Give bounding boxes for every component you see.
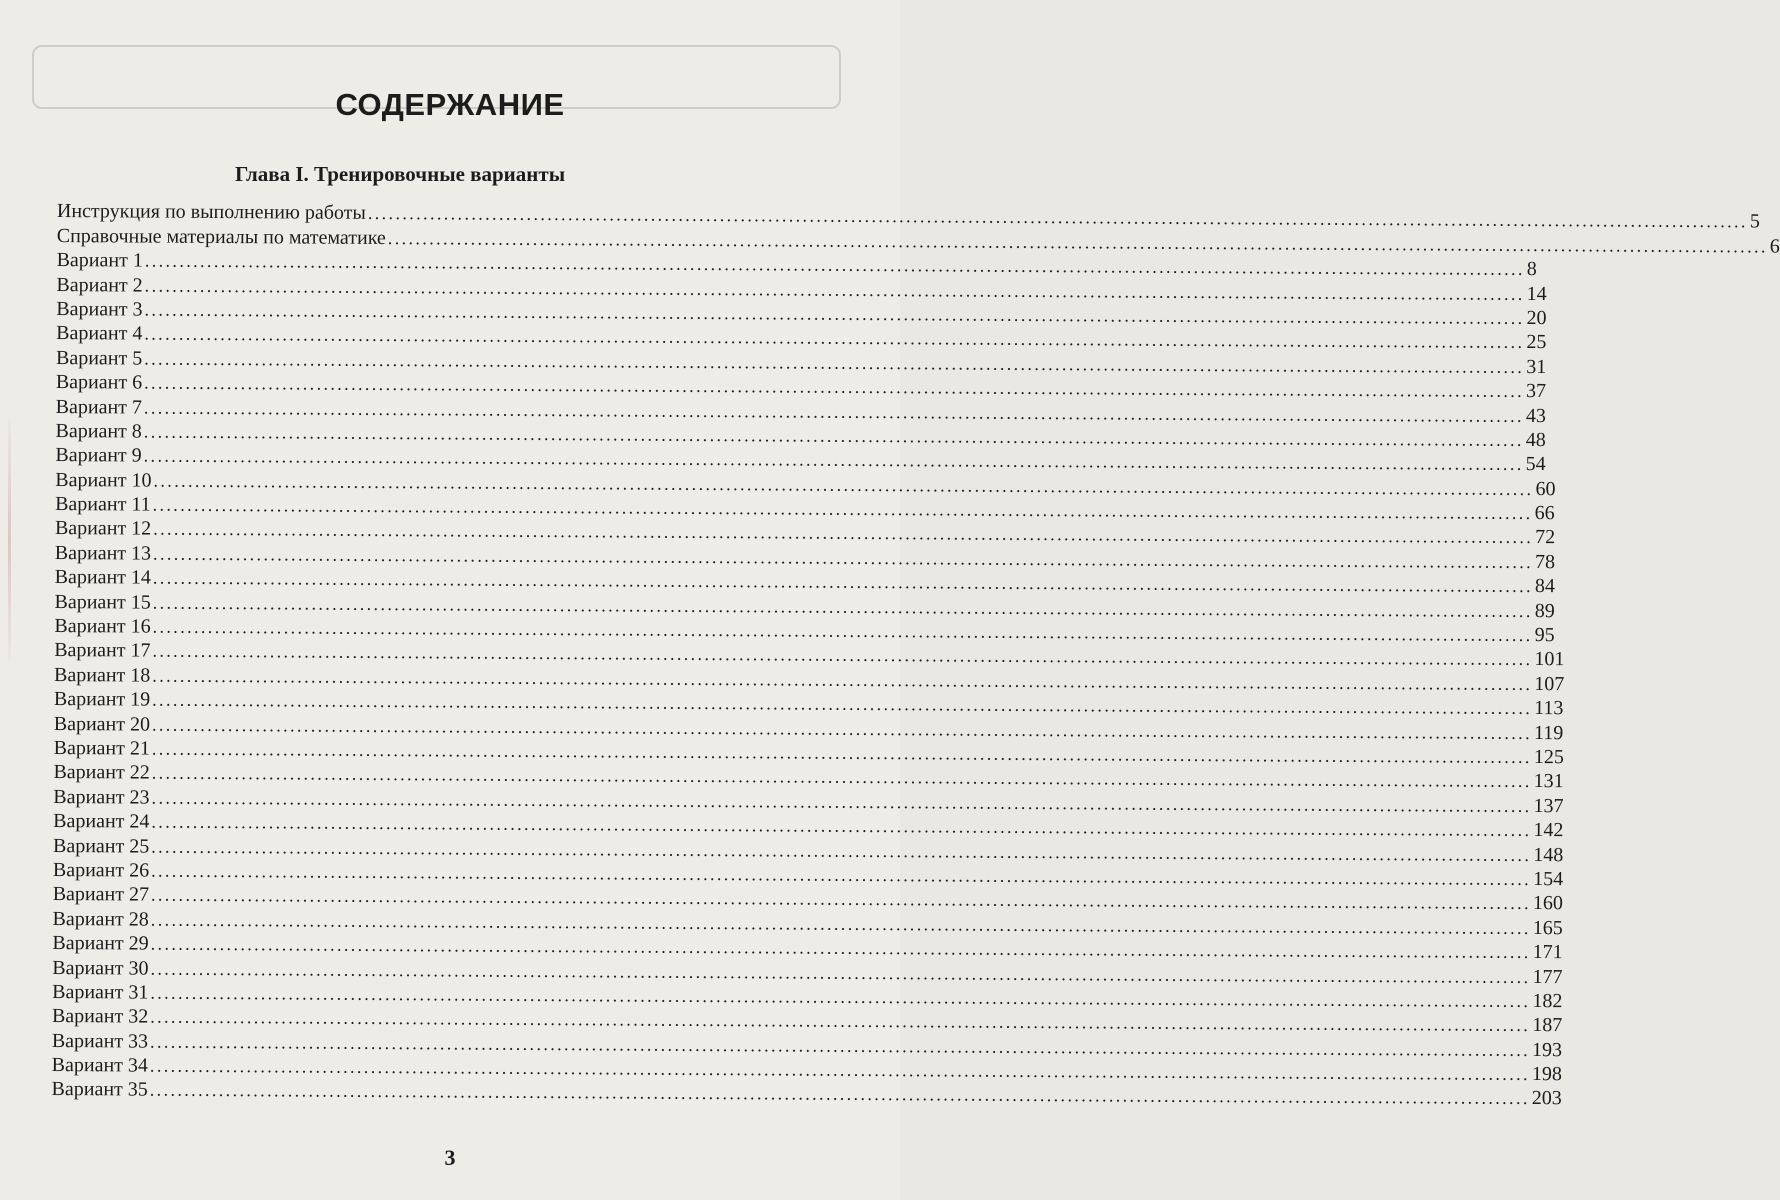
toc-entry [53, 686, 1564, 720]
dot-leader: ........................................................................................................................................................................................................ [144, 323, 1525, 353]
toc-entry-label: Справочные материалы по математике [56, 224, 386, 249]
toc-entry-page: 48 [1525, 428, 1546, 452]
toc-entry-page: 137 [1533, 794, 1564, 817]
toc-entry [53, 783, 1564, 817]
toc-entry-label: Инструкция по выполнению работы [56, 200, 366, 225]
dot-leader: ........................................................................................................................................................................................................ [151, 714, 1533, 743]
toc-entry [52, 954, 1563, 988]
dot-leader: ........................................................................................................................................................................................................ [151, 787, 1532, 816]
table-of-contents [51, 198, 1780, 1110]
dot-leader: ........................................................................................................................................................................................................ [150, 909, 1531, 938]
page-title: СОДЕРЖАНИЕ [335, 86, 565, 122]
toc-entry-page: 187 [1532, 1014, 1563, 1037]
toc-entry-label: Вариант 7 [55, 395, 143, 419]
toc-entry-label: Вариант 35 [51, 1078, 148, 1102]
toc-entry [56, 198, 1760, 233]
toc-entry-page: 119 [1533, 721, 1564, 744]
toc-entry-page: 66 [1534, 502, 1555, 525]
dot-leader: ........................................................................................................................................................................................................ [153, 519, 1534, 548]
toc-entry-page: 54 [1525, 453, 1546, 476]
toc-entry-page: 95 [1534, 624, 1555, 647]
dot-leader: ........................................................................................................................................................................................................ [152, 689, 1533, 719]
page-edge-mark [8, 420, 11, 660]
toc-entry [56, 320, 1547, 354]
toc-entry-page: 14 [1526, 282, 1547, 305]
toc-entry-page: 182 [1532, 989, 1563, 1013]
toc-entry-page: 6 [1769, 235, 1780, 258]
toc-entry [52, 930, 1563, 964]
dot-leader: ........................................................................................................................................................................................................ [150, 982, 1531, 1011]
dot-leader: ........................................................................................................................................................................................................ [387, 227, 1768, 257]
toc-entry-page: 125 [1533, 746, 1564, 769]
toc-entry [51, 1003, 1563, 1037]
toc-entry [56, 222, 1780, 258]
toc-entry-label: Вариант 2 [56, 273, 143, 297]
toc-entry [55, 369, 1547, 403]
toc-entry [56, 271, 1547, 305]
toc-entry-label: Вариант 23 [53, 785, 150, 809]
dot-leader: ........................................................................................................................................................................................................ [152, 641, 1533, 670]
toc-entry-page: 31 [1526, 355, 1547, 378]
toc-entry [52, 832, 1564, 866]
dot-leader: ........................................................................................................................................................................................................ [151, 762, 1532, 792]
chapter-heading: Глава I. Тренировочные варианты [235, 162, 566, 186]
toc-entry [52, 881, 1564, 915]
toc-entry-label: Вариант 24 [53, 810, 150, 833]
toc-entry [55, 418, 1546, 452]
toc-entry [52, 857, 1564, 891]
dot-leader: ........................................................................................................................................................................................................ [149, 1055, 1530, 1085]
toc-entry-label: Вариант 19 [53, 688, 151, 711]
dot-leader: ........................................................................................................................................................................................................ [144, 299, 1525, 328]
dot-leader: ........................................................................................................................................................................................................ [367, 203, 1748, 232]
toc-entry-page: 20 [1526, 306, 1547, 330]
toc-entry-page: 60 [1535, 477, 1556, 500]
toc-entry-label: Вариант 21 [53, 736, 150, 760]
dot-leader: ........................................................................................................................................................................................................ [143, 445, 1524, 475]
dot-leader: ........................................................................................................................................................................................................ [144, 372, 1525, 402]
toc-entry-label: Вариант 31 [52, 980, 149, 1004]
dot-leader: ........................................................................................................................................................................................................ [150, 1006, 1531, 1036]
dot-leader: ........................................................................................................................................................................................................ [150, 1031, 1531, 1060]
dot-leader: ........................................................................................................................................................................................................ [151, 836, 1532, 865]
toc-entry-label: Вариант 9 [55, 444, 142, 467]
toc-entry-page: 89 [1534, 599, 1555, 622]
toc-entry-label: Вариант 30 [52, 956, 149, 980]
toc-entry-label: Вариант 18 [54, 663, 151, 687]
dot-leader: ........................................................................................................................................................................................................ [144, 250, 1525, 280]
toc-entry-page: 142 [1533, 819, 1564, 842]
dot-leader: ........................................................................................................................................................................................................ [143, 421, 1524, 450]
toc-entry [56, 296, 1547, 330]
dot-leader: ........................................................................................................................................................................................................ [149, 1080, 1530, 1109]
toc-entry-label: Вариант 22 [53, 761, 150, 784]
toc-entry [51, 1052, 1562, 1086]
dot-leader: ........................................................................................................................................................................................................ [150, 884, 1532, 914]
toc-entry [52, 905, 1563, 939]
toc-entry-page: 5 [1749, 210, 1760, 233]
toc-entry-page: 8 [1526, 258, 1537, 281]
toc-entry-label: Вариант 27 [52, 883, 150, 906]
dot-leader: ........................................................................................................................................................................................................ [151, 860, 1532, 889]
toc-entry [51, 1076, 1562, 1110]
toc-entry-page: 25 [1526, 331, 1547, 354]
toc-entry-label: Вариант 20 [53, 712, 151, 736]
dot-leader: ........................................................................................................................................................................................................ [150, 958, 1531, 987]
toc-entry-page: 84 [1534, 575, 1555, 598]
toc-entry [55, 491, 1555, 525]
page-number: 3 [444, 1145, 456, 1170]
toc-entry-label: Вариант 29 [52, 932, 149, 955]
dot-leader: ........................................................................................................................................................................................................ [152, 567, 1533, 597]
dot-leader: ........................................................................................................................................................................................................ [144, 348, 1525, 377]
dot-leader: ........................................................................................................................................................................................................ [152, 592, 1533, 621]
dot-leader: ........................................................................................................................................................................................................ [151, 738, 1532, 768]
dot-leader: ........................................................................................................................................................................................................ [152, 494, 1533, 524]
toc-entry-label: Вариант 28 [52, 907, 149, 931]
toc-entry-label: Вариант 26 [52, 858, 150, 882]
toc-entry [55, 393, 1547, 427]
toc-entry-label: Вариант 8 [55, 419, 142, 443]
toc-entry-page: 203 [1531, 1087, 1562, 1110]
toc-entry-page: 160 [1532, 892, 1564, 915]
dot-leader: ........................................................................................................................................................................................................ [152, 616, 1533, 646]
dot-leader: ........................................................................................................................................................................................................ [153, 543, 1534, 572]
toc-entry-label: Вариант 4 [56, 322, 143, 345]
toc-entry [54, 564, 1555, 598]
toc-entry-page: 148 [1533, 843, 1564, 866]
toc-entry-label: Вариант 34 [51, 1054, 149, 1077]
toc-entry-page: 131 [1533, 770, 1564, 793]
dot-leader: ........................................................................................................................................................................................................ [144, 275, 1525, 304]
dot-leader: ........................................................................................................................................................................................................ [151, 811, 1532, 841]
toc-entry-page: 154 [1533, 867, 1564, 891]
toc-entry [54, 515, 1556, 549]
dot-leader: ........................................................................................................................................................................................................ [153, 470, 1534, 499]
toc-entry-label: Вариант 25 [52, 834, 150, 858]
toc-entry [54, 613, 1555, 647]
toc-entry [53, 735, 1564, 769]
toc-entry-page: 165 [1532, 916, 1563, 939]
toc-entry [55, 466, 1556, 500]
toc-entry-page: 43 [1525, 404, 1547, 427]
toc-entry [55, 344, 1547, 378]
toc-entry-page: 113 [1534, 697, 1564, 720]
toc-entry-page: 193 [1532, 1038, 1563, 1061]
dot-leader: ........................................................................................................................................................................................................ [150, 933, 1531, 963]
toc-entry-label: Вариант 14 [54, 566, 151, 589]
toc-entry [53, 759, 1564, 793]
toc-entry-label: Вариант 12 [54, 517, 152, 541]
toc-entry-page: 78 [1534, 550, 1556, 574]
toc-entry [54, 637, 1565, 671]
toc-entry [51, 1027, 1563, 1061]
toc-entry-page: 177 [1532, 965, 1563, 988]
toc-entry-label: Вариант 6 [55, 371, 143, 394]
toc-entry-label: Вариант 10 [55, 468, 152, 492]
toc-entry [55, 442, 1546, 476]
toc-entry-label: Вариант 13 [54, 541, 152, 565]
dot-leader: ........................................................................................................................................................................................................ [152, 665, 1533, 694]
toc-entry-page: 72 [1535, 526, 1556, 549]
toc-entry-label: Вариант 5 [55, 346, 143, 370]
toc-entry [53, 808, 1564, 842]
toc-entry-label: Вариант 17 [54, 639, 151, 663]
toc-entry-label: Вариант 33 [51, 1029, 149, 1053]
toc-entry-page: 198 [1531, 1063, 1562, 1086]
toc-entry-label: Вариант 15 [54, 590, 151, 614]
toc-entry-label: Вариант 11 [55, 493, 151, 516]
toc-entry-label: Вариант 3 [56, 297, 143, 321]
toc-entry-page: 101 [1534, 648, 1565, 671]
toc-entry-page: 37 [1526, 380, 1547, 403]
toc-entry-label: Вариант 16 [54, 615, 151, 638]
toc-entry [54, 539, 1556, 574]
toc-entry [53, 710, 1564, 744]
toc-entry [56, 247, 1537, 281]
toc-entry-label: Вариант 32 [51, 1005, 149, 1028]
toc-entry-label: Вариант 1 [56, 249, 143, 272]
dot-leader: ........................................................................................................................................................................................................ [143, 397, 1525, 426]
toc-entry [54, 661, 1565, 696]
toc-entry-page: 171 [1532, 941, 1563, 964]
toc-entry-page: 107 [1534, 672, 1565, 696]
toc-entry [52, 978, 1563, 1013]
toc-entry [54, 588, 1555, 622]
